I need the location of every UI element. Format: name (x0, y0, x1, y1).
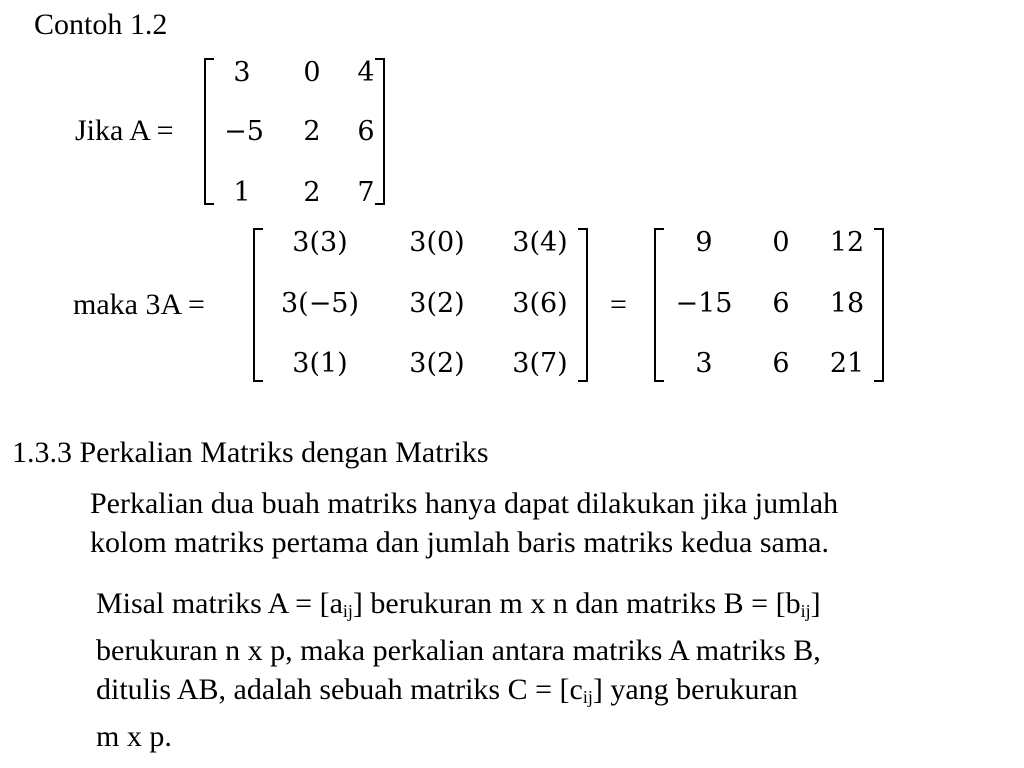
text-run: ] (810, 587, 821, 620)
matrix-3a-cell: 3(0) (409, 227, 465, 258)
matrix-3a-cell: 3(4) (512, 227, 568, 258)
text-run: Misal matriks A = [a (96, 587, 343, 620)
section-heading: 1.3.3 Perkalian Matriks dengan Matriks (12, 436, 489, 469)
subscript: ij (582, 687, 593, 707)
matrix-a-cell: 2 (303, 177, 321, 208)
text-run: ditulis AB, adalah sebuah matriks C = [c (96, 673, 583, 706)
matrix-result-cell: 0 (772, 227, 790, 258)
matrix-a-cell: 6 (357, 116, 375, 147)
matrix-result-cell: 3 (695, 348, 713, 379)
matrix-result-right-bracket (874, 228, 884, 382)
matrix-3a-cell: 3(7) (512, 348, 568, 379)
paragraph-2-line (96, 584, 821, 631)
matrix-3a-cell: 3(2) (409, 348, 465, 379)
matrix-result-cell: 12 (829, 227, 865, 258)
text-run: ] yang berukuran (592, 673, 798, 706)
matrix-a-cell: 7 (357, 177, 375, 208)
matrix-3a-cell: 3(1) (292, 348, 348, 379)
matrix-3a-cell: 3(3) (292, 227, 348, 258)
matrix-3a-expanded (245, 222, 595, 384)
matrix-3a-cell: 3(−5) (280, 288, 360, 319)
matrix-a (198, 55, 393, 208)
matrix-3a-cell: 3(2) (409, 288, 465, 319)
matrix-result-cell: 6 (772, 348, 790, 379)
matrix-result-cell: 9 (695, 227, 713, 258)
matrix-a-cell: 4 (357, 57, 375, 88)
matrix-a-label: Jika A = (75, 114, 174, 147)
subscript: ij (342, 601, 353, 621)
matrix-a-right-bracket (375, 58, 385, 205)
paragraph-2-line (96, 670, 821, 717)
matrix-3a-left-bracket (253, 228, 263, 382)
paragraph-1 (90, 484, 838, 562)
matrix-3a-label: maka 3A = (73, 288, 205, 321)
matrix-a-cell: 3 (233, 57, 251, 88)
matrix-a-cell: −5 (224, 116, 264, 147)
matrix-a-left-bracket (204, 58, 214, 205)
example-title: Contoh 1.2 (34, 8, 168, 41)
equals-sign: = (610, 288, 627, 321)
paragraph-1-line: kolom matriks pertama dan jumlah baris matriks kedua sama. (90, 526, 829, 559)
matrix-a-cell: 1 (233, 177, 251, 208)
matrix-3a-right-bracket (578, 228, 588, 382)
matrix-result-cell: −15 (675, 288, 733, 319)
paragraph-2-line: berukuran n x p, maka perkalian antara matriks A matriks B, (96, 634, 821, 667)
paragraph-2 (96, 584, 821, 756)
matrix-a-cell: 0 (303, 57, 321, 88)
matrix-a-cell: 2 (303, 116, 321, 147)
matrix-result-left-bracket (654, 228, 664, 382)
subscript: ij (800, 601, 811, 621)
paragraph-1-line: Perkalian dua buah matriks hanya dapat dilakukan jika jumlah (90, 487, 839, 520)
paragraph-2-line: m x p. (96, 720, 172, 753)
matrix-3a-result (648, 222, 893, 384)
text-run: ] berukuran m x n dan matriks B = [b (352, 587, 801, 620)
matrix-3a-cell: 3(6) (512, 288, 568, 319)
matrix-result-cell: 21 (829, 348, 865, 379)
matrix-result-cell: 18 (829, 288, 865, 319)
matrix-result-cell: 6 (772, 288, 790, 319)
